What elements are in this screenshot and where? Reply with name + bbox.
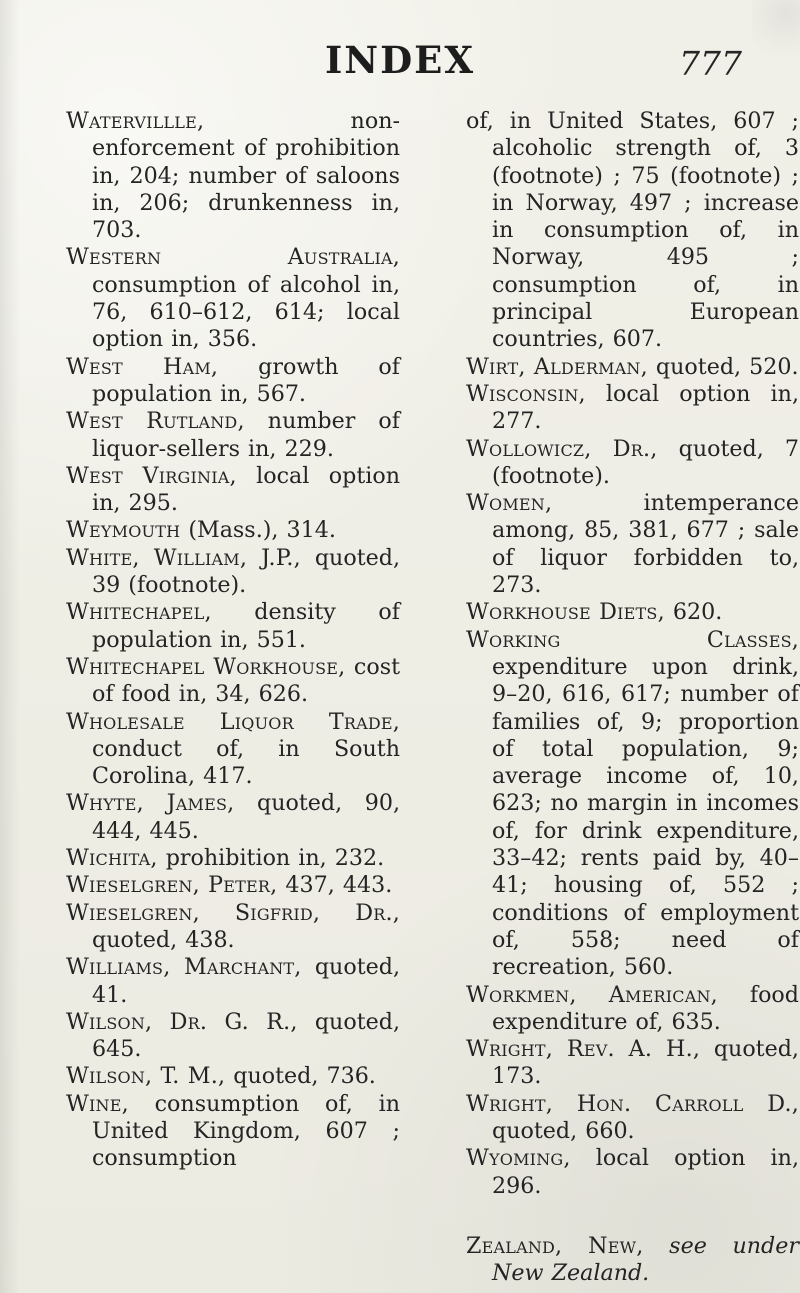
entry-text: intemperance among, 85, 381, 677 ; sale of liquor forbidden to, 273. [492, 490, 799, 599]
right-column [466, 108, 799, 1287]
index-entry [66, 1091, 400, 1173]
entry-head: Whyte, James, [66, 790, 235, 817]
entry-text: consumption of, in United Kingdom, 607 ; consumption [92, 1090, 400, 1172]
entry-head: White, William, J.P., [66, 544, 301, 571]
entry-head: Wine, [66, 1090, 129, 1117]
index-entry [466, 354, 799, 381]
index-entry [66, 709, 400, 791]
entry-text: see under New Zealand. [492, 1232, 799, 1287]
entry-text: of, in United States, 607 ; alcoholic strength of, 3 (footnote) ; 75 (footnote) ; in Norway, 497 ; increase in consumption of, in Norway, 495 ; consumption of, in principal European countries, 607. [466, 108, 799, 353]
running-head [0, 38, 800, 84]
entry-head: Watervillle, [66, 108, 205, 134]
entry-head: Wollowicz, Dr., [466, 435, 658, 462]
entry-head: Wichita, [66, 845, 158, 872]
index-entry [66, 1009, 400, 1064]
index-entry [66, 845, 400, 872]
entry-text: cost of food in, 34, 626. [92, 653, 401, 708]
page-gutter-shadow [0, 0, 20, 1293]
entry-text: quoted, 39 (footnote). [92, 544, 400, 599]
entry-text: consumption of alcohol in, 76, 610–612, 614; local option in, 356. [92, 271, 400, 353]
entry-text: quoted, 41. [92, 954, 400, 1008]
entry-head: Women, [466, 490, 553, 517]
entry-head: Workhouse Diets, [466, 599, 665, 626]
entry-head: Wholesale Liquor Trade, [66, 708, 400, 735]
index-entry [466, 599, 799, 626]
index-entry [66, 900, 400, 955]
index-entry [66, 790, 400, 845]
index-entry [466, 436, 799, 491]
entry-head: Wisconsin, [466, 380, 586, 407]
entry-head: Wyoming, [466, 1145, 571, 1172]
index-entry [66, 599, 400, 654]
entry-head: Zealand, New, [466, 1232, 644, 1259]
entry-head: West Virginia, [66, 462, 237, 489]
entry-head: Wilson, T. M., [66, 1063, 226, 1090]
entry-text: quoted, 173. [492, 1036, 799, 1090]
index-entry [66, 954, 400, 1009]
index-entry [66, 654, 400, 709]
page-title: INDEX [324, 38, 476, 82]
index-entry [66, 463, 400, 518]
index-entry [66, 354, 400, 409]
index-entry [66, 872, 400, 899]
index-entry [466, 1091, 799, 1146]
index-entry [66, 108, 400, 244]
entry-text: conduct of, in South Corolina, 417. [92, 735, 400, 790]
entry-text: (Mass.), 314. [180, 517, 336, 544]
entry-text: quoted, 660. [492, 1117, 635, 1144]
index-content [66, 108, 799, 1287]
left-column [66, 108, 400, 1173]
index-entry [466, 1036, 799, 1091]
entry-text: quoted, 645. [92, 1008, 400, 1063]
entry-head: Wright, Hon. Carroll D., [466, 1090, 799, 1117]
entry-head: Whitechapel Workhouse, [66, 653, 346, 680]
index-entry [66, 517, 400, 544]
entry-text: quoted, 736. [225, 1063, 376, 1090]
entry-text: number of liquor-sellers in, 229. [92, 408, 400, 462]
entry-text: 437, 443. [277, 872, 393, 899]
index-entry [466, 982, 799, 1037]
entry-text: quoted, 520. [647, 353, 799, 380]
entry-head: Wieselgren, Sigfrid, Dr., [66, 899, 400, 926]
entry-head: Weymouth [66, 517, 181, 544]
entry-text: quoted, 7 (footnote). [492, 435, 799, 489]
entry-text: local option in, 296. [492, 1145, 799, 1199]
entry-head: Working Classes, [466, 626, 799, 653]
entry-head: Williams, Marchant, [66, 954, 302, 981]
entry-head: Wright, Rev. A. H., [466, 1036, 701, 1063]
index-entry [66, 244, 400, 353]
entry-text: growth of population in, 567. [92, 353, 401, 407]
entry-head: Wirt, Alderman, [466, 353, 648, 380]
index-entry [466, 490, 799, 599]
entry-text: non-enforcement of prohibition in, 204; number of saloons in, 206; drunkenness in, 703. [92, 108, 400, 244]
entry-text: local option in, 277. [492, 380, 799, 435]
entry-head: Whitechapel, [66, 599, 212, 626]
index-entry [466, 1145, 799, 1200]
index-entry [466, 381, 799, 436]
index-entry [66, 545, 400, 600]
index-entry-continued [466, 108, 799, 354]
index-entry [466, 1233, 799, 1288]
entry-text: prohibition in, 232. [157, 845, 385, 872]
entry-text: expenditure upon drink, 9–20, 616, 617; number of families of, 9; proportion of total population, 9; average income of, 10, 623; no margin in incomes of, for drink expenditure, 33–42; rents paid by, 40–41; housing of, 552 ; conditions of employment of, 558; need of recreation, 560. [492, 653, 799, 981]
entry-text: density of population in, 551. [92, 599, 400, 653]
entry-head: Wilson, Dr. G. R., [66, 1008, 298, 1035]
entry-head: Western Australia, [66, 244, 400, 271]
entry-head: West Ham, [66, 353, 219, 380]
page-number: 777 [679, 44, 742, 83]
entry-text: quoted, 90, 444, 445. [92, 790, 400, 844]
index-entry [66, 408, 400, 463]
entry-head: Workmen, American, [466, 981, 718, 1008]
entry-text: food expenditure of, 635. [492, 981, 799, 1035]
entry-head: West Rutland, [66, 408, 245, 435]
entry-text: quoted, 438. [92, 926, 235, 953]
index-entry [466, 627, 799, 982]
index-entry [66, 1063, 400, 1090]
entry-text: local option in, 295. [92, 462, 400, 517]
entry-text: 620. [664, 599, 723, 626]
entry-head: Wieselgren, Peter, [66, 872, 278, 899]
